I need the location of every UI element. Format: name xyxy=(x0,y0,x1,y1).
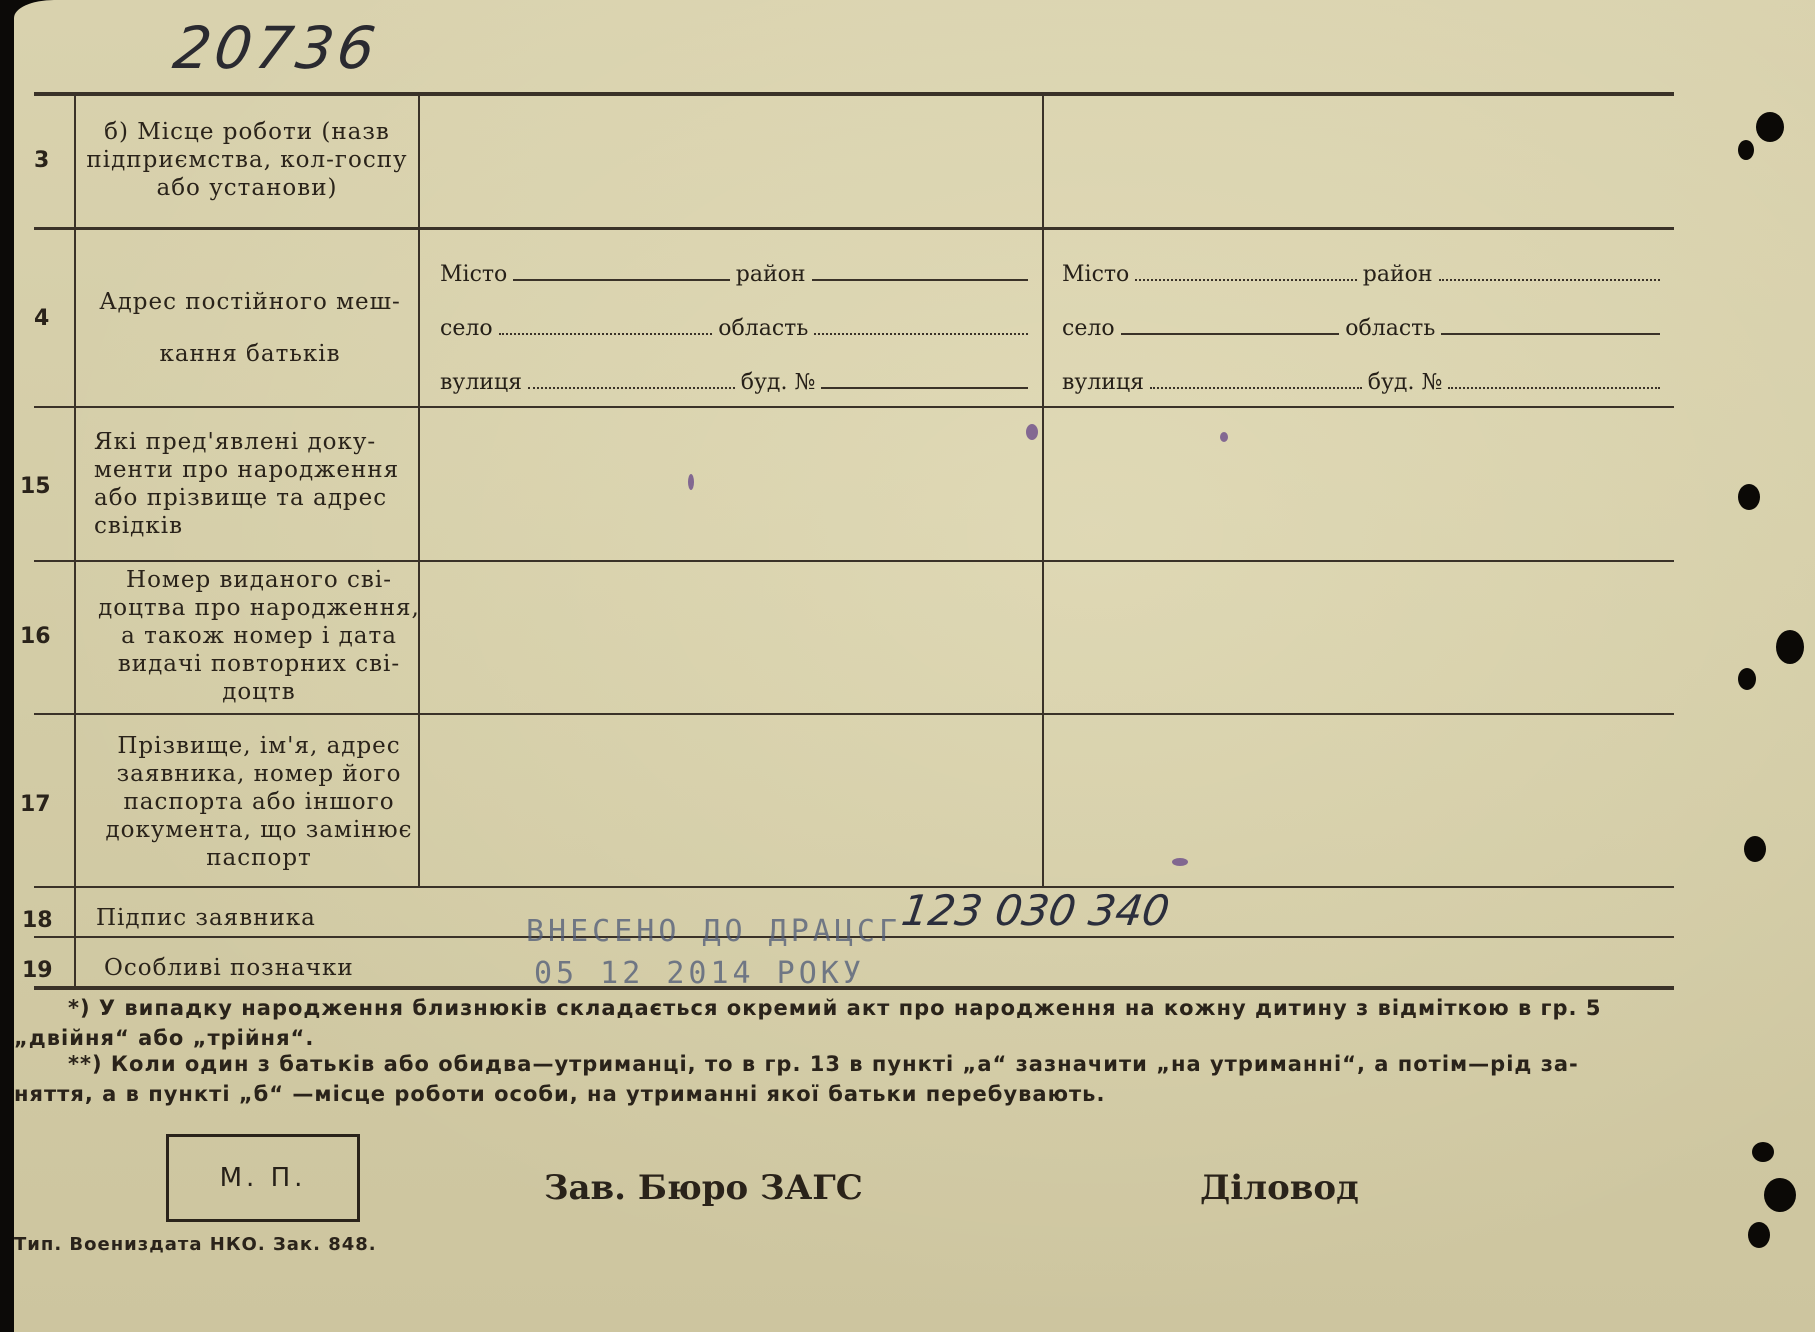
row-divider xyxy=(34,886,1674,888)
region-field xyxy=(1441,332,1660,335)
ink-speck xyxy=(1220,432,1228,442)
village-field xyxy=(1121,332,1340,335)
ink-speck xyxy=(1026,424,1038,440)
building-field xyxy=(821,386,1028,389)
row-number: 15 xyxy=(20,474,51,499)
row-label-workplace: б) Місце роботи (назв підприємства, кол-госпу або установи) xyxy=(86,119,408,201)
address-right-line1 xyxy=(1062,262,1666,287)
address-left-line1 xyxy=(440,262,1034,287)
handwritten-number: 20736 xyxy=(169,14,384,82)
row-label-notes: Особливі позначки xyxy=(104,955,354,981)
row-label-address: Адрес постійного меш-кання батьків xyxy=(99,289,401,367)
address-right-line3 xyxy=(1062,370,1666,395)
row-divider xyxy=(34,406,1674,408)
row-divider xyxy=(34,713,1674,715)
zags-head-signature: Зав. Бюро ЗАГС xyxy=(544,1168,863,1208)
punch-hole xyxy=(1756,112,1784,142)
handwritten-record-id: 123 030 340 xyxy=(898,886,1173,935)
seal-label: М. П. xyxy=(219,1163,307,1193)
footnote-twins-cont: „двійня“ або „трійня“. xyxy=(14,1026,315,1050)
row-label-signature: Підпис заявника xyxy=(96,905,316,931)
row-number: 18 xyxy=(22,908,53,933)
punch-hole xyxy=(1776,630,1804,664)
district-field xyxy=(812,278,1028,281)
row-label-certificate: Номер виданого сві-доцтва про народження, а також номер і дата видачі повторних сві-доцтв xyxy=(98,567,420,705)
punch-hole xyxy=(1748,1222,1770,1248)
ink-speck xyxy=(688,474,694,490)
region-field xyxy=(814,332,1028,335)
street-label: вулиця xyxy=(440,370,522,395)
ink-speck xyxy=(1172,858,1188,866)
building-field xyxy=(1448,386,1660,389)
building-label: буд. № xyxy=(740,370,816,395)
row-divider xyxy=(34,560,1674,562)
punch-hole xyxy=(1738,668,1756,690)
footnote-twins: *) У випадку народження близнюків складається окремий акт про народження на кожну дитину з відміткою в гр. 5 xyxy=(68,996,1602,1020)
clerk-signature: Діловод xyxy=(1200,1168,1359,1208)
district-field xyxy=(1439,278,1660,281)
punch-hole xyxy=(1744,836,1766,862)
row-number: 3 xyxy=(34,148,50,173)
footnote-dependents-cont: няття, а в пункті „б“ —місце роботи особи, на утриманні якої батьки перебувають. xyxy=(14,1082,1106,1106)
address-right-line2 xyxy=(1062,316,1666,341)
column-divider xyxy=(74,94,76,988)
district-label: район xyxy=(1362,262,1433,287)
city-label: Місто xyxy=(1062,262,1130,287)
village-label: село xyxy=(1062,316,1115,341)
row-label-applicant: Прізвище, ім'я, адрес заявника, номер його паспорта або іншого документа, що замінює паспорт xyxy=(105,733,413,871)
table-top-border xyxy=(34,92,1674,96)
city-label: Місто xyxy=(440,262,508,287)
printer-note: Тип. Воениздата НКО. Зак. 848. xyxy=(14,1234,377,1255)
city-field xyxy=(513,278,729,281)
street-label: вулиця xyxy=(1062,370,1144,395)
document-page xyxy=(14,0,1815,1332)
street-field xyxy=(1150,386,1362,389)
address-left-line2 xyxy=(440,316,1034,341)
punch-hole xyxy=(1752,1142,1774,1162)
row-divider xyxy=(34,227,1674,230)
registration-stamp-line2: 05 12 2014 РОКУ xyxy=(534,956,865,991)
column-divider xyxy=(1042,94,1044,888)
village-field xyxy=(499,332,713,335)
punch-hole xyxy=(1738,484,1760,510)
region-label: область xyxy=(1345,316,1436,341)
row-number: 17 xyxy=(20,792,51,817)
punch-hole xyxy=(1764,1178,1796,1212)
street-field xyxy=(528,386,735,389)
row-number: 4 xyxy=(34,306,50,331)
address-left-line3 xyxy=(440,370,1034,395)
region-label: область xyxy=(718,316,809,341)
row-number: 19 xyxy=(22,958,53,983)
row-label-documents: Які пред'явлені доку-менти про народження або прізвище та адрес свідків xyxy=(94,429,400,539)
row-number: 16 xyxy=(20,624,51,649)
seal-box xyxy=(166,1134,360,1222)
building-label: буд. № xyxy=(1367,370,1443,395)
punch-hole xyxy=(1738,140,1754,160)
city-field xyxy=(1135,278,1356,281)
district-label: район xyxy=(735,262,806,287)
registration-stamp-line1: ВНЕСЕНО ДО ДРАЦСГ xyxy=(526,914,902,949)
footnote-dependents: **) Коли один з батьків або обидва—утриманці, то в гр. 13 в пункті „а“ зазначити „на утриманні“, а потім—рід за- xyxy=(68,1052,1579,1076)
village-label: село xyxy=(440,316,493,341)
